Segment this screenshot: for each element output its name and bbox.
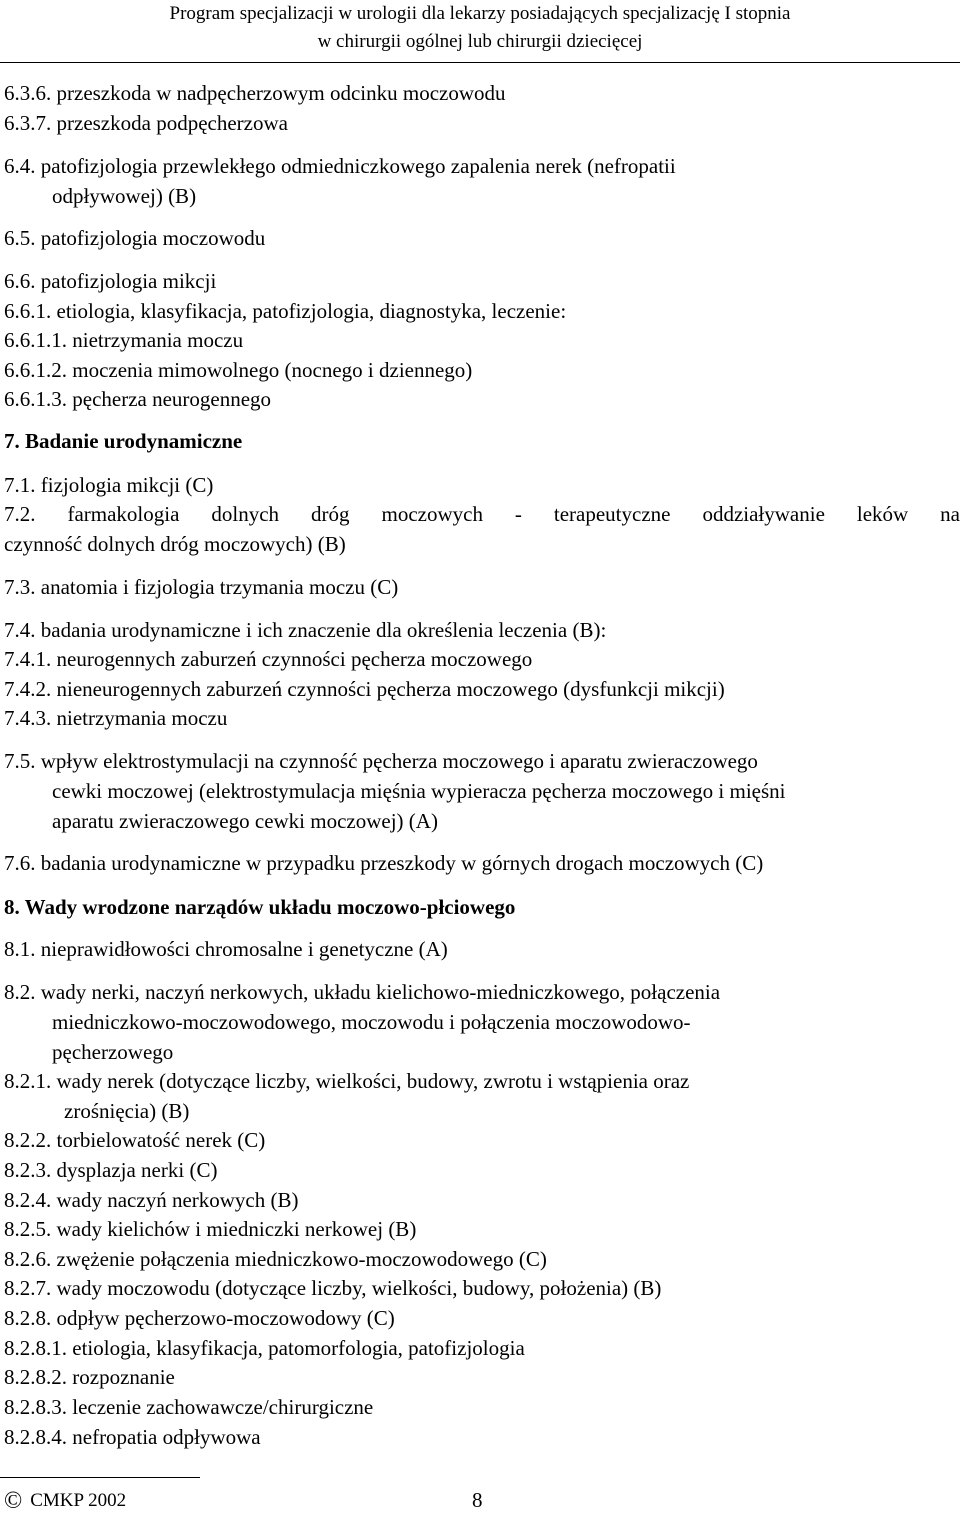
item-7-4-3: 7.4.3. nietrzymania moczu	[4, 706, 228, 730]
item-7-1: 7.1. fizjologia mikcji (C)	[4, 473, 214, 497]
item-8-2-2: 8.2.2. torbielowatość nerek (C)	[4, 1128, 266, 1152]
item-7-5-cont-2: aparatu zwieraczowego cewki moczowej) (A)	[52, 809, 438, 833]
item-7-4-1: 7.4.1. neurogennych zaburzeń czynności pęcherza moczowego	[4, 647, 533, 671]
section-7-heading: 7. Badanie urodynamiczne	[4, 429, 243, 453]
header-rule	[0, 62, 960, 63]
copyright-text: CMKP 2002	[30, 1490, 127, 1511]
item-8-2-cont-2: pęcherzowego	[52, 1040, 174, 1064]
item-6-6: 6.6. patofizjologia mikcji	[4, 269, 217, 293]
copyright-notice	[4, 1490, 126, 1512]
item-7-2-cont: czynność dolnych dróg moczowych) (B)	[4, 532, 346, 556]
item-6-3-6: 6.3.6. przeszkoda w nadpęcherzowym odcinku moczowodu	[4, 81, 506, 105]
item-8-2-5: 8.2.5. wady kielichów i miedniczki nerkowej (B)	[4, 1217, 417, 1241]
item-8-2-8: 8.2.8. odpływ pęcherzowo-moczowodowy (C)	[4, 1306, 395, 1330]
copyright-symbol: ©	[4, 1488, 23, 1514]
item-6-5: 6.5. patofizjologia moczowodu	[4, 226, 266, 250]
item-6-3-7: 6.3.7. przeszkoda podpęcherzowa	[4, 111, 288, 135]
section-8-heading: 8. Wady wrodzone narządów układu moczowo-płciowego	[4, 895, 516, 919]
page-number: 8	[472, 1488, 483, 1512]
item-8-2-8-2: 8.2.8.2. rozpoznanie	[4, 1365, 175, 1389]
item-6-4-cont: odpływowej) (B)	[52, 184, 197, 208]
item-7-2: 7.2. farmakologia dolnych dróg moczowych - terapeutyczne oddziaływanie leków na	[4, 502, 960, 526]
header-line-1: Program specjalizacji w urologii dla lekarzy posiadających specjalizację I stopnia	[169, 3, 791, 24]
item-7-3: 7.3. anatomia i fizjologia trzymania moczu (C)	[4, 575, 399, 599]
item-6-4: 6.4. patofizjologia przewlekłego odmiedniczkowego zapalenia nerek (nefropatii	[4, 154, 676, 178]
item-8-2-8-4: 8.2.8.4. nefropatia odpływowa	[4, 1425, 261, 1449]
item-8-2-8-1: 8.2.8.1. etiologia, klasyfikacja, patomorfologia, patofizjologia	[4, 1336, 525, 1360]
item-8-2-1: 8.2.1. wady nerek (dotyczące liczby, wielkości, budowy, zwrotu i wstąpienia oraz	[4, 1069, 690, 1093]
item-7-6: 7.6. badania urodynamiczne w przypadku przeszkody w górnych drogach moczowych (C)	[4, 851, 764, 875]
item-7-4-2: 7.4.2. nieneurogennych zaburzeń czynności pęcherza moczowego (dysfunkcji mikcji)	[4, 677, 725, 701]
item-7-5: 7.5. wpływ elektrostymulacji na czynność pęcherza moczowego i aparatu zwieraczowego	[4, 749, 758, 773]
item-8-2-6: 8.2.6. zwężenie połączenia miedniczkowo-moczowodowego (C)	[4, 1247, 547, 1271]
item-6-6-1: 6.6.1. etiologia, klasyfikacja, patofizjologia, diagnostyka, leczenie:	[4, 299, 567, 323]
item-8-2: 8.2. wady nerki, naczyń nerkowych, układu kielichowo-miedniczkowego, połączenia	[4, 980, 721, 1004]
item-7-4: 7.4. badania urodynamiczne i ich znaczenie dla określenia leczenia (B):	[4, 618, 607, 642]
item-8-1: 8.1. nieprawidłowości chromosalne i genetyczne (A)	[4, 937, 448, 961]
item-8-2-7: 8.2.7. wady moczowodu (dotyczące liczby, wielkości, budowy, położenia) (B)	[4, 1276, 662, 1300]
item-8-2-cont-1: miedniczkowo-moczowodowego, moczowodu i połączenia moczowodowo-	[52, 1010, 691, 1034]
item-8-2-3: 8.2.3. dysplazja nerki (C)	[4, 1158, 218, 1182]
item-6-6-1-3: 6.6.1.3. pęcherza neurogennego	[4, 387, 272, 411]
item-6-6-1-1: 6.6.1.1. nietrzymania moczu	[4, 328, 244, 352]
footer-rule	[0, 1477, 200, 1478]
header-line-2: w chirurgii ogólnej lub chirurgii dziecięcej	[317, 31, 643, 52]
item-6-6-1-2: 6.6.1.2. moczenia mimowolnego (nocnego i dziennego)	[4, 358, 473, 382]
item-8-2-4: 8.2.4. wady naczyń nerkowych (B)	[4, 1188, 299, 1212]
item-8-2-1-cont: zrośnięcia) (B)	[64, 1099, 190, 1123]
item-7-5-cont-1: cewki moczowej (elektrostymulacja mięśnia wypieracza pęcherza moczowego i mięśni	[52, 779, 786, 803]
item-8-2-8-3: 8.2.8.3. leczenie zachowawcze/chirurgiczne	[4, 1395, 374, 1419]
